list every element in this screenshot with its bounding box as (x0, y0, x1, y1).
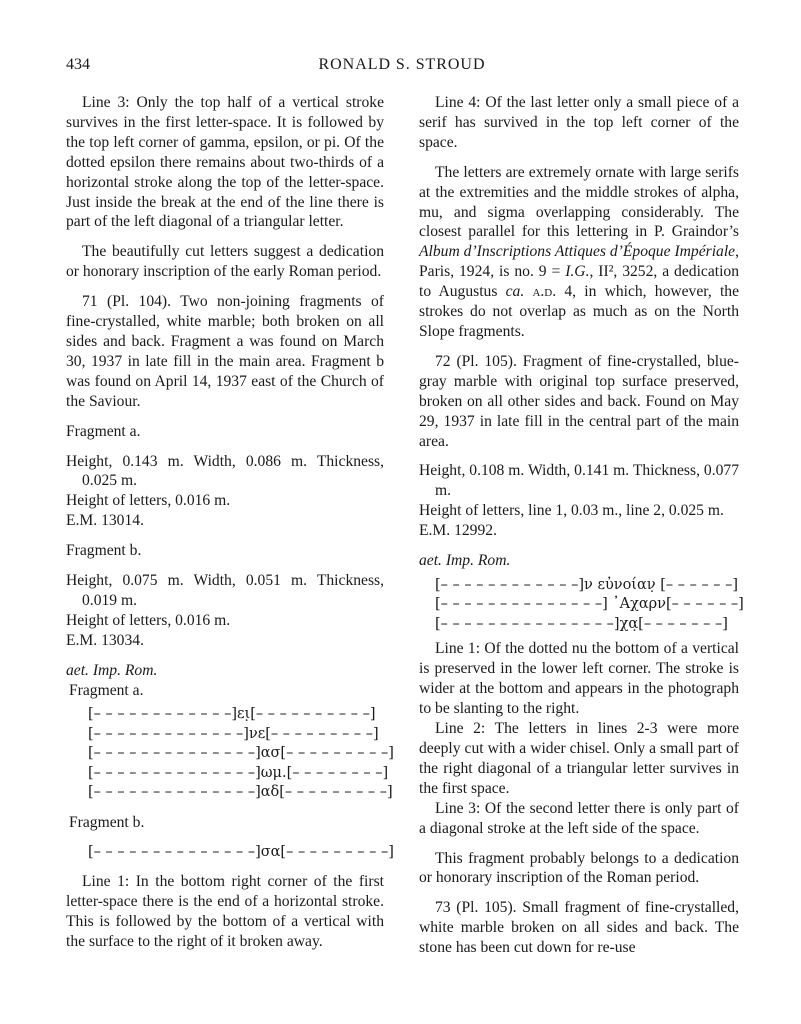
fragment-b-heading: Fragment b. (66, 542, 142, 560)
fragment-a-heading: Fragment a. (66, 422, 141, 440)
line4-commentary: Line 4: Of the last letter only a small piece of a serif has survived in the top left corner of the space. (419, 94, 739, 151)
line1-commentary-71: Line 1: In the bottom right corner of the first letter-space there is the end of a horizontal stroke. This is followed by the bottom of a vertical with the surface to the right of it broken away. (66, 873, 384, 951)
inscription-line: [– – – – – – – – – – – – – –]ασ[– – – – – – – – –] (88, 745, 394, 762)
inscription-line: [– – – – – – – – – – – – – –]ωμ.[– – – – – – – –] (88, 764, 389, 781)
text-fragment-b-label: Fragment b. (69, 813, 145, 831)
entry-72-description: 72 (Pl. 105). Fragment of fine-crystalled, blue-gray marble with original top surface preserved, broken on all other sides and back. Found on May 29, 1937 in late fill in the central part of the main area. (419, 352, 740, 450)
inscription-line: [– – – – – – – – – – – – –]νε[– – – – – – – – –] (88, 725, 379, 742)
inscription-line: [– – – – – – – – – – – – – –] ᾿Αχαρν[– – – – – –] (435, 596, 744, 613)
left-column (66, 93, 394, 952)
date-label-71: aet. Imp. Rom. (66, 661, 158, 679)
line2-commentary-72: Line 2: The letters in lines 2-3 were more deeply cut with a wider chisel. Only a small part of the right diagonal of a triangular letter survives in the first space. (419, 720, 739, 797)
summary-72: This fragment probably belongs to a dedication or honorary inscription of the Roman period. (419, 849, 739, 887)
line1-commentary-72: Line 1: Of the dotted nu the bottom of a vertical is preserved in the lower left corner. The stroke is wider at the bottom and appears in the photograph to be slanting to the right. (419, 640, 740, 718)
lettering-discussion: The letters are extremely ornate with large serifs at the extremities and the middle strokes of alpha, mu, and sigma overlapping considerably. The closest parallel for this lettering in P. Graindor’s Album d’Inscriptions Attiques d’Époque Impériale, Paris, 1924, is no. 9 = I.G., II², 3252, a dedication to Augustus ca. a.d. 4, in which, however, the strokes do not overlap as much as on the North Slope fragments. (419, 163, 739, 340)
entry-72-letter-height: Height of letters, line 1, 0.03 m., line 2, 0.025 m. (419, 502, 724, 520)
running-header (66, 56, 738, 78)
fragment-b-letter-height: Height of letters, 0.016 m. (66, 611, 231, 629)
entry-72-dimensions: Height, 0.108 m. Width, 0.141 m. Thickness, 0.077 m. (419, 462, 739, 500)
fragment-a-letter-height: Height of letters, 0.016 m. (66, 492, 231, 510)
running-title: RONALD S. STROUD (318, 56, 486, 73)
inscription-line: [– – – – – – – – – – – – – – –]χα̣[– – – – – – –] (435, 615, 728, 632)
fragment-b-inventory: E.M. 13034. (66, 631, 144, 649)
inscription-line: [– – – – – – – – – – – –]ει̣[– – – – – – – – – –] (88, 706, 376, 723)
line3-commentary-72: Line 3: Of the second letter there is only part of a diagonal stroke at the left side of the space. (419, 799, 740, 837)
entry-72-inventory: E.M. 12992. (419, 522, 497, 540)
entry-71-description: 71 (Pl. 104). Two non-joining fragments of fine-crystalled, white marble; both broken on all sides and back. Fragment a was found on March 30, 1937 in late fill in the main area. Fragment b was found on April 14, 1937 east of the Church of the Saviour. (66, 293, 385, 410)
fragment-a-dimensions: Height, 0.143 m. Width, 0.086 m. Thickness, 0.025 m. (66, 452, 384, 490)
fragment-b-dimensions: Height, 0.075 m. Width, 0.051 m. Thickness, 0.019 m. (66, 572, 384, 609)
text-fragment-a-label: Fragment a. (69, 681, 144, 699)
inscription-line: [– – – – – – – – – – – –]ν εὐνοίαν̣ [– – – – – –] (435, 576, 739, 593)
summary-70: The beautifully cut letters suggest a dedication or honorary inscription of the early Roman period. (66, 243, 384, 281)
page-number: 434 (66, 56, 90, 73)
entry-73-description: 73 (Pl. 105). Small fragment of fine-crystalled, white marble broken on all sides and back. The stone has been cut down for re-use (419, 899, 739, 957)
inscription-line: [– – – – – – – – – – – – – –]σα[– – – – – – – – –] (88, 843, 394, 860)
inscription-line: [– – – – – – – – – – – – – –]αδ[– – – – – – – – –] (88, 784, 393, 801)
date-label-72: aet. Imp. Rom. (419, 552, 511, 570)
right-column (419, 93, 744, 958)
fragment-a-inventory: E.M. 13014. (66, 512, 144, 530)
line3-commentary: Line 3: Only the top half of a vertical stroke survives in the first letter-space. It is followed by the top left corner of gamma, epsilon, or pi. Of the dotted epsilon there remains about two-thirds of a horizontal stroke along the top of the letter-space. Just inside the break at the end of the line there is part of the left diagonal of a triangular letter. (66, 94, 384, 231)
